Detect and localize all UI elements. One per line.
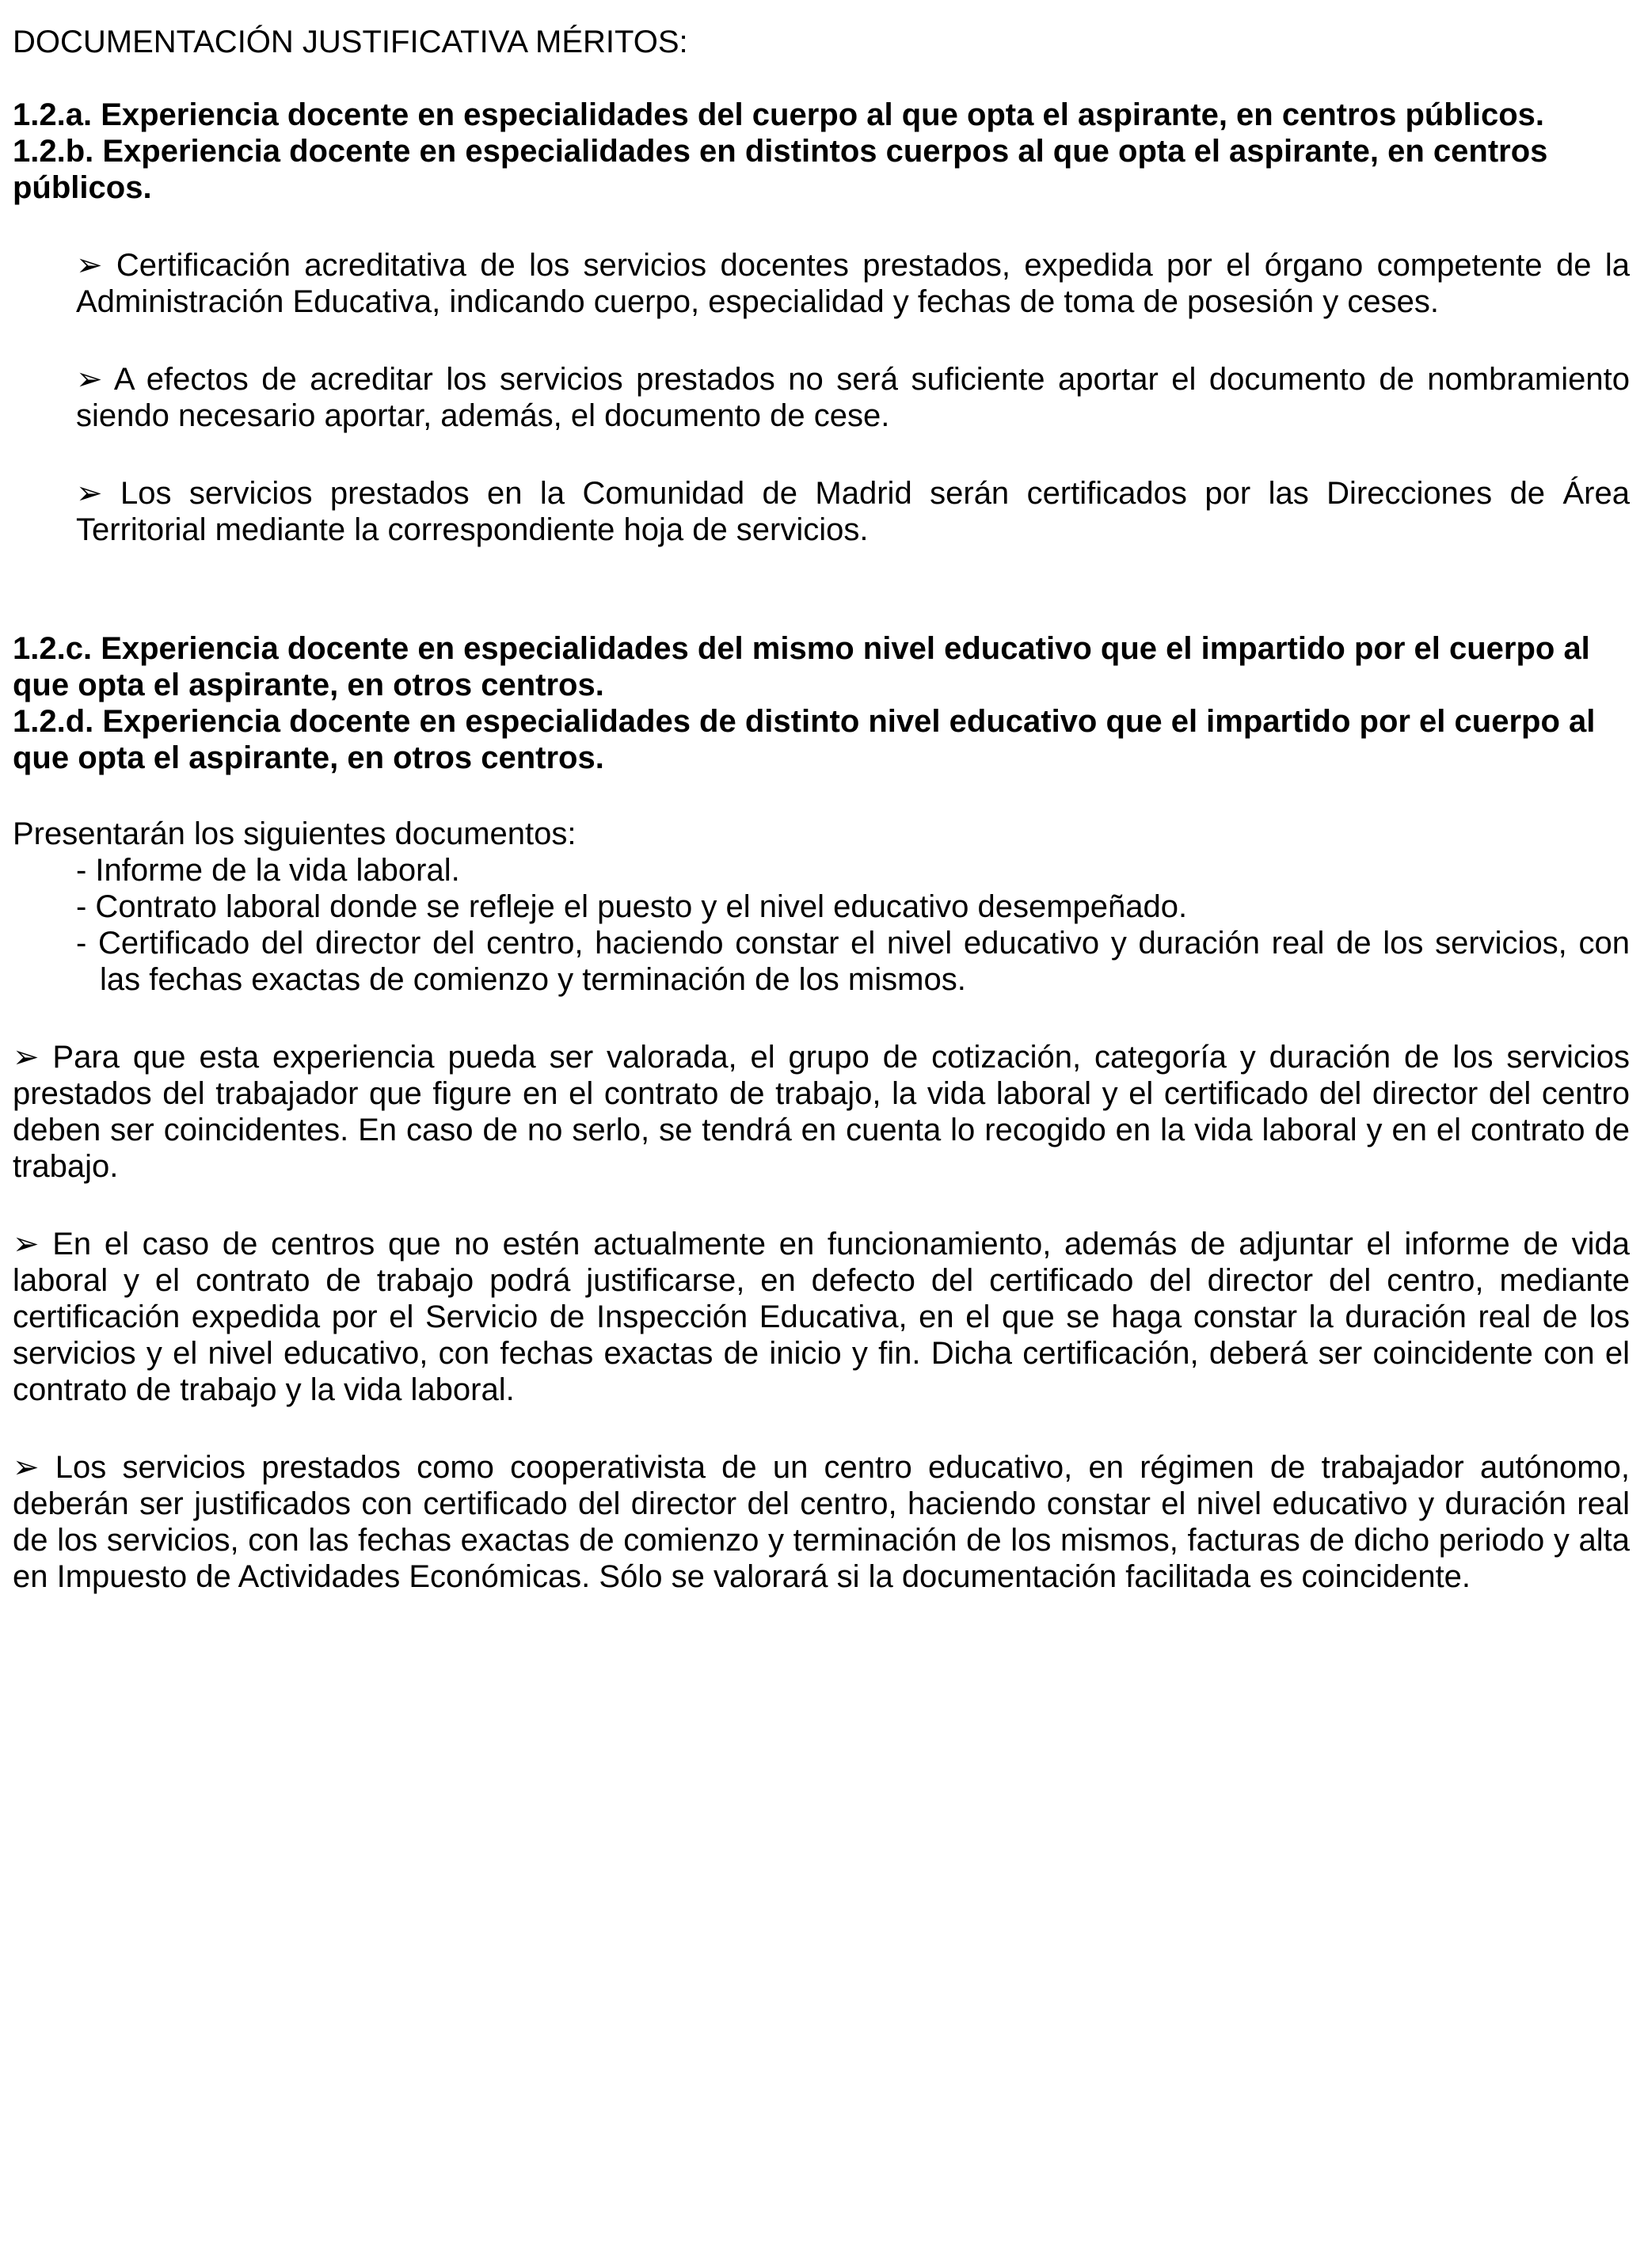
bullet-arrow-icon: ➢ bbox=[13, 1040, 40, 1075]
bullet-text: Para que esta experiencia pueda ser valorada, el grupo de cotización, categoría y duración de los servicios prestados del trabajador que figure en el contrato de trabajo, la vida laboral y el certificado del director del centro deben ser coincidentes. En caso de no serlo, se tendrá en cuenta lo recogido en la vida laboral y en el contrato de trabajo. bbox=[13, 1040, 1630, 1184]
documents-intro: Presentarán los siguientes documentos: bbox=[13, 816, 577, 851]
bullet-centros-no-funcionamiento bbox=[13, 1226, 1630, 1408]
heading-1-2-b: 1.2.b. Experiencia docente en especialidades en distintos cuerpos al que opta el aspirante, en centros públicos. bbox=[13, 134, 1548, 205]
bullet-arrow-icon: ➢ bbox=[76, 248, 103, 283]
list-item-certificado-director: - Certificado del director del centro, haciendo constar el nivel educativo y duración real de los servicios, con las fechas exactas de comienzo y terminación de los mismos. bbox=[76, 926, 1630, 997]
bullet-servicios-comunidad-madrid bbox=[76, 475, 1630, 548]
bullet-servicios-cooperativista bbox=[13, 1449, 1630, 1595]
bullet-text: En el caso de centros que no estén actualmente en funcionamiento, además de adjuntar el informe de vida laboral y el contrato de trabajo podrá justificarse, en defecto del certificado del director del centro, mediante certificación expedida por el Servicio de Inspección Educativa, en el que se haga constar la duración real de los servicios y el nivel educativo, con fechas exactas de inicio y fin. Dicha certificación, deberá ser coincidente con el contrato de trabajo y la vida laboral. bbox=[13, 1227, 1630, 1407]
bullet-certificacion-servicios bbox=[76, 247, 1630, 320]
heading-1-2-d: 1.2.d. Experiencia docente en especialidades de distinto nivel educativo que el impartido por el cuerpo al que opta el aspirante, en otros centros. bbox=[13, 704, 1596, 775]
documents-list bbox=[13, 852, 1630, 998]
heading-1-2-a: 1.2.a. Experiencia docente en especialidades del cuerpo al que opta el aspirante, en centros públicos. bbox=[13, 97, 1545, 132]
bullet-acreditar-servicios bbox=[76, 361, 1630, 434]
bullet-text: Certificación acreditativa de los servicios docentes prestados, expedida por el órgano competente de la Administración Educativa, indicando cuerpo, especialidad y fechas de toma de posesión y ceses. bbox=[76, 248, 1630, 319]
list-item-informe-vida-laboral: - Informe de la vida laboral. bbox=[76, 853, 460, 888]
bullet-text: A efectos de acreditar los servicios prestados no será suficiente aportar el documento de nombramiento siendo necesario aportar, además, el documento de cese. bbox=[76, 362, 1630, 433]
document-title: DOCUMENTACIÓN JUSTIFICATIVA MÉRITOS: bbox=[13, 25, 688, 59]
bullet-arrow-icon: ➢ bbox=[13, 1227, 40, 1261]
bullet-arrow-icon: ➢ bbox=[13, 1450, 40, 1485]
list-item-contrato-laboral: - Contrato laboral donde se refleje el puesto y el nivel educativo desempeñado. bbox=[76, 889, 1188, 924]
bullet-arrow-icon: ➢ bbox=[76, 476, 103, 511]
heading-1-2-c: 1.2.c. Experiencia docente en especialidades del mismo nivel educativo que el impartido por el cuerpo al que opta el aspirante, en otros centros. bbox=[13, 631, 1590, 702]
bullet-text: Los servicios prestados en la Comunidad de Madrid serán certificados por las Direcciones de Área Territorial mediante la correspondiente hoja de servicios. bbox=[76, 476, 1630, 547]
bullet-arrow-icon: ➢ bbox=[76, 362, 103, 397]
bullet-experiencia-valorada bbox=[13, 1039, 1630, 1185]
bullet-text: Los servicios prestados como cooperativista de un centro educativo, en régimen de trabajador autónomo, deberán ser justificados con certificado del director del centro, haciendo constar el nivel educativo y duración real de los servicios, con las fechas exactas de comienzo y terminación de los mismos, facturas de dicho periodo y alta en Impuesto de Actividades Económicas. Sólo se valorará si la documentación facilitada es coincidente. bbox=[13, 1450, 1630, 1594]
